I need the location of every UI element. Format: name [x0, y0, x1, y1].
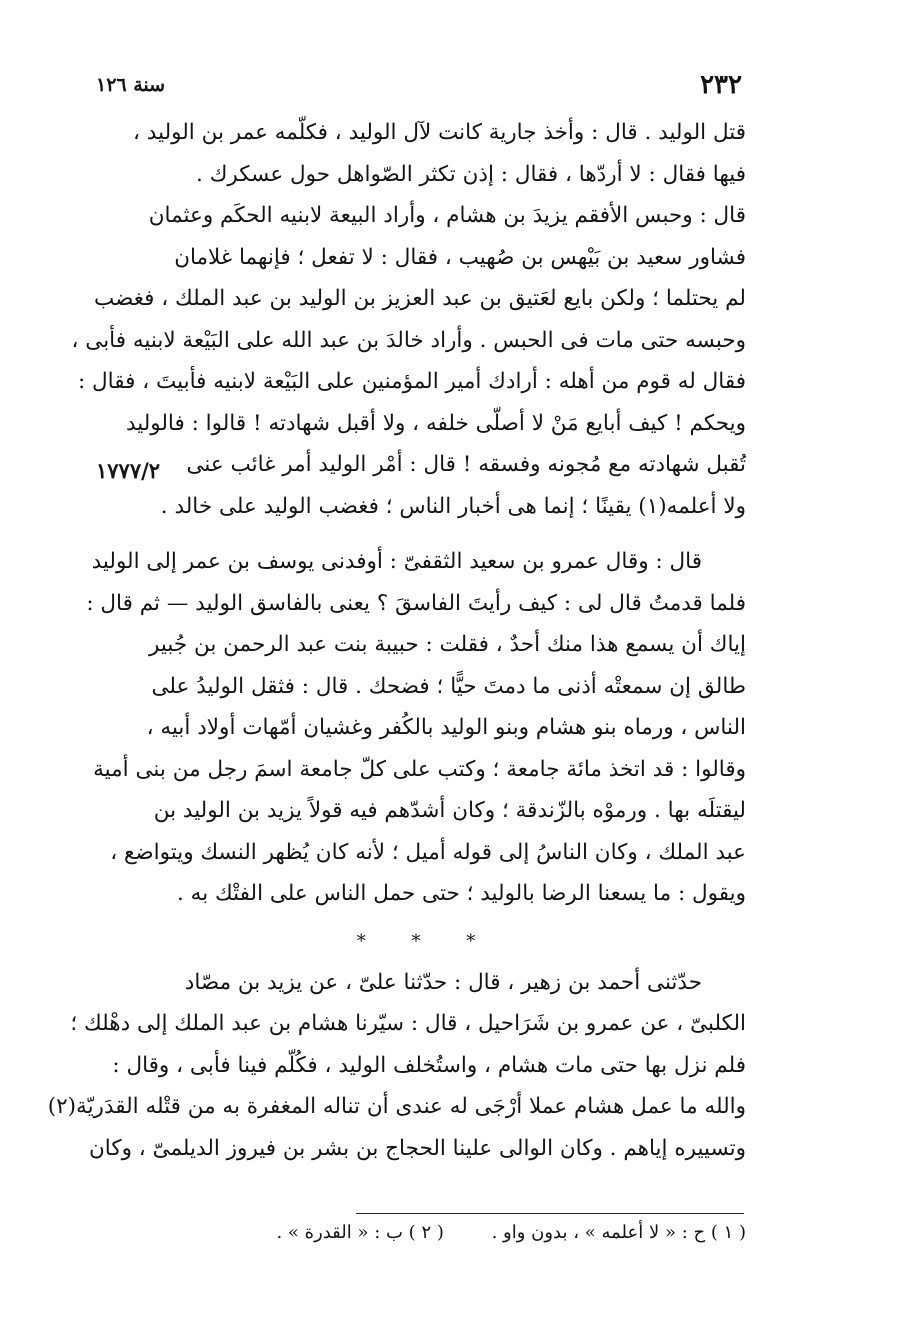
text-line: والله ما عمل هشام عملا أرْجَى له عندى أن تناله المغفرة به من قتْله القدَريّة(٢) [47, 1094, 746, 1119]
text-line: طالق إن سمعتْه أذنى ما دمتَ حيًّا ؛ فضحك . قال : فثقل الوليدُ على [151, 673, 746, 699]
text-line: قتل الوليد . قال : وأخذ جارية كانت لآل الوليد ، فكلّمه عمر بن الوليد ، [133, 120, 746, 145]
paragraph-2 [86, 541, 746, 915]
text-line: قال : وقال عمرو بن سعيد الثقفىّ : أوفدنى يوسف بن عمر إلى الوليد [91, 549, 702, 574]
text-line: فلما قدمتُ قال لى : كيف رأيتَ الفاسقَ ؟ يعنى بالفاسق الوليد — ثم قال : [86, 590, 746, 616]
margin-marker: ١٧٧٧/٢ [96, 458, 161, 483]
text-line: الناس ، ورماه بنو هشام وبنو الوليد بالكُفر وغشيان أمّهات أولاد أبيه ، [146, 715, 746, 740]
page-number: ٢٣٢ [700, 70, 742, 100]
footnote-1: ( ١ ) ح : « لا أعلمه » ، بدون واو . [491, 1222, 746, 1243]
text-line: قال : وحبس الأفقم يزيدَ بن هشام ، وأراد البيعة لابنيه الحكَم وعثمان [148, 203, 746, 228]
footnote-2: ( ٢ ) ب : « القدرة » . [276, 1222, 444, 1243]
footnote-rule [356, 1213, 744, 1214]
page-header [96, 70, 742, 106]
running-head-year: سنة ١٢٦ [96, 74, 166, 96]
text-line: عبد الملك ، وكان الناسُ إلى قوله أميل ؛ لأنه كان يُظهر النسك ويتواضع ، [110, 839, 746, 865]
main-text [47, 112, 746, 1169]
text-line: وحبسه حتى مات فى الحبس . وأراد خالدَ بن عبد الله على البَيْعة لابنيه فأبى ، [71, 327, 746, 353]
text-line: إياك أن يسمع هذا منك أحدٌ ، فقلت : حبيبة بنت عبد الرحمن بن جُبير [149, 632, 746, 657]
text-line: لم يحتلما ؛ ولكن بايع لعَتيق بن عبد العزيز بن الوليد بن عبد الملك ، فغضب [94, 286, 746, 311]
text-line: فقال له قوم من أهله : أرادك أمير المؤمنين على البَيْعة لابنيه فأبيتَ ، فقال : [77, 369, 746, 394]
text-line: فلم نزل بها حتى مات هشام ، واستُخلف الوليد ، فكُلّم فينا فأبى ، وقال : [112, 1052, 746, 1078]
text-line: الكلبىّ ، عن عمرو بن شَرَاحيل ، قال : سيّرنا هشام بن عبد الملك إلى دهْلك ؛ [70, 1011, 746, 1036]
text-line: تُقبل شهادته مع مُجونه وفسقه ! قال : أمْر الوليد أمر غائب عنى [186, 452, 746, 477]
text-line: ويقول : ما يسعنا الرضا بالوليد ؛ حتى حمل الناس على الفتْك به . [177, 881, 746, 906]
text-line: ويحكم ! كيف أبايع مَنْ لا أصلّى خلفه ، ولا أقبل شهادته ! قالوا : فالوليد [125, 410, 746, 436]
footnotes [186, 1222, 746, 1243]
text-line: وتسييره إياهم . وكان الوالى علينا الحجاج بن بشر بن فيروز الديلمىّ ، وكان [89, 1135, 746, 1161]
paragraph-1 [71, 112, 746, 527]
text-line: ولا أعلمه(١) يقينًا ؛ إنما هى أخبار الناس ؛ فغضب الوليد على خالد . [160, 493, 746, 519]
text-line: فشاور سعيد بن بَيْهس بن صُهيب ، فقال : لا تفعل ؛ فإنهما غلامان [174, 244, 746, 270]
text-line: وقالوا : قد اتخذ مائة جامعة ؛ وكتب على كلّ جامعة اسمَ رجل من بنى أمية [93, 756, 746, 782]
section-separator: * * * [356, 930, 496, 952]
text-line: فيها فقال : لا أردّها ، فقال : إذن تكثر الصّواهل حول عسكرك . [196, 161, 746, 187]
paragraph-3 [47, 962, 746, 1170]
text-line: حدّثنى أحمد بن زهير ، قال : حدّثنا علىّ ، عن يزيد بن مصّاد [184, 969, 702, 995]
text-line: ليقتلَه بها . ورموْه بالزّندقة ؛ وكان أشدّهم فيه قولاً يزيد بن الوليد بن [153, 798, 746, 823]
